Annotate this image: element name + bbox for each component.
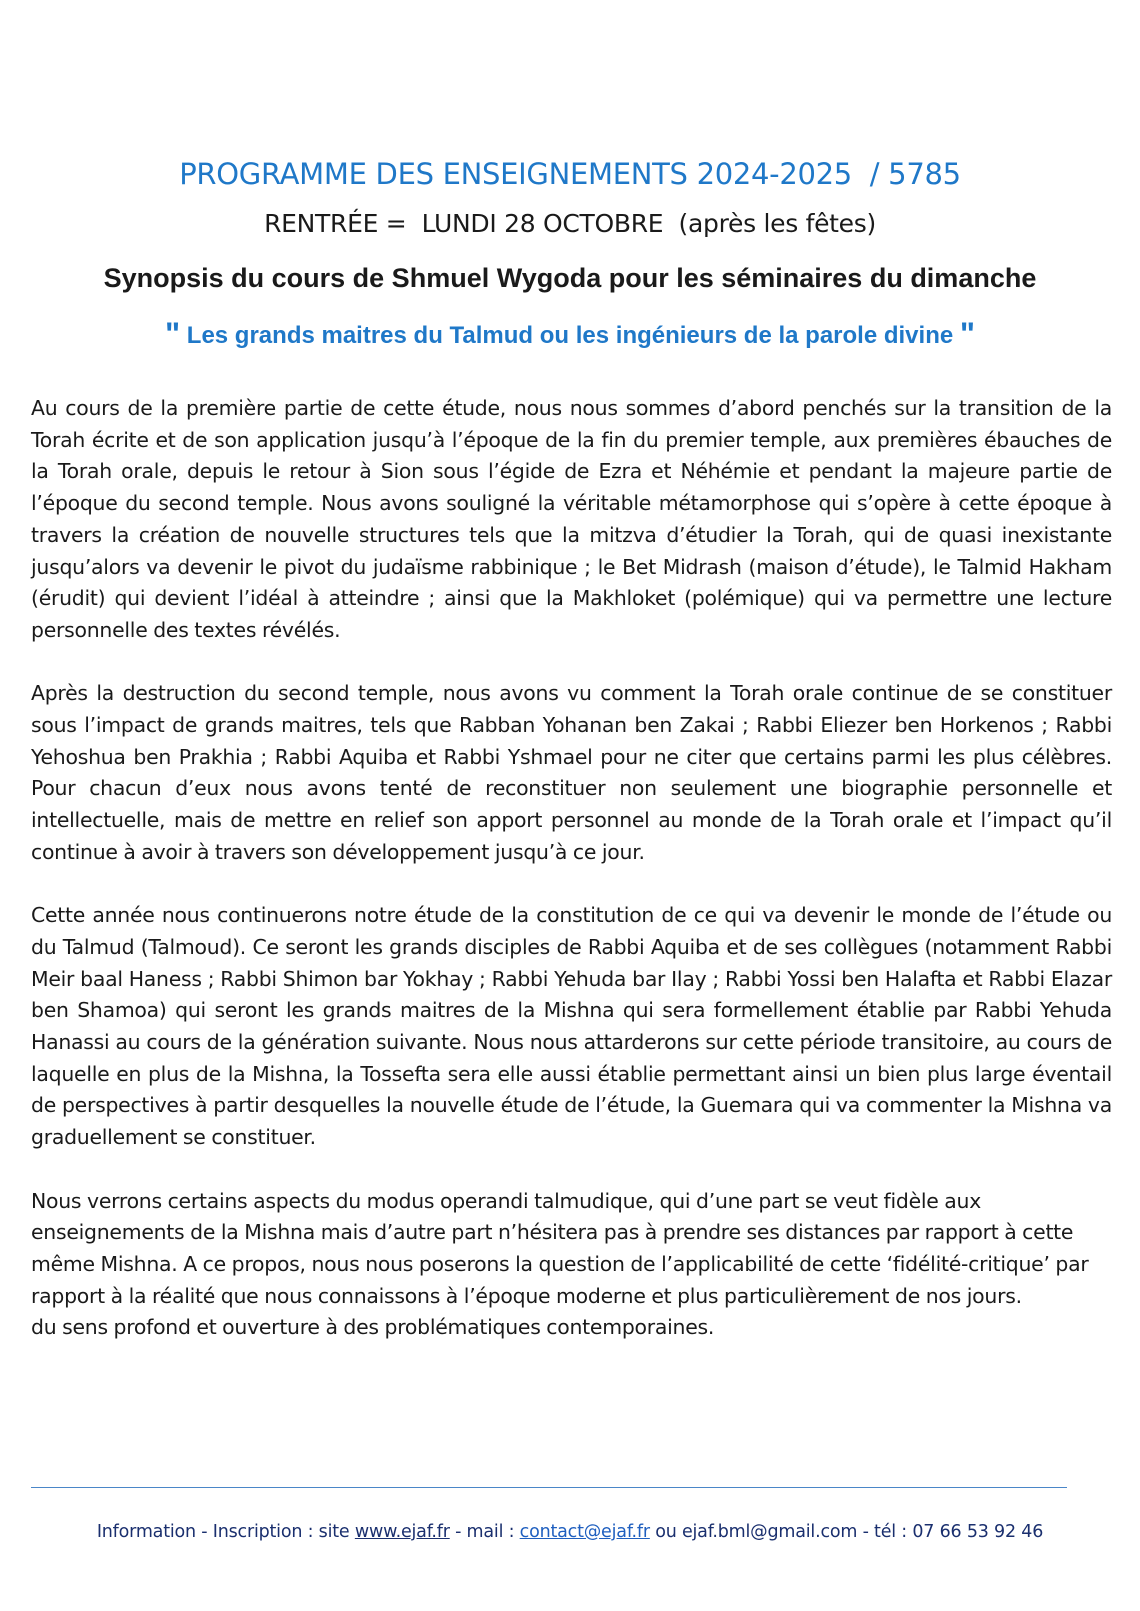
synopsis-heading: Synopsis du cours de Shmuel Wygoda pour les séminaires du dimanche bbox=[103, 263, 1037, 293]
footer-mail-alt: ou ejaf.bml@gmail.com - tél : 07 66 53 92 46 bbox=[649, 1522, 1044, 1542]
paragraph-3: Cette année nous continuerons notre étude de la constitution de ce qui va devenir le monde de l’étude ou du Talmud (Talmoud). Ce seront les grands disciples de Rabbi Aquiba et de ses collègues (notamment Rabbi Meir baal Haness ; Rabbi Shimon bar Yokhay ; Rabbi Yehuda bar Ilay ; Rabbi Yossi ben Halafta et Rabbi Elazar ben Shamoa) qui seront les grands maitres de la Mishna qui sera formellement établie par Rabbi Yehuda Hanassi au cours de la génération suivante. Nous nous attarderons sur cette période transitoire, au cours de laquelle en plus de la Mishna, la Tossefta sera elle aussi établie permettant ainsi un bien plus large éventail de perspectives à partir desquelles la nouvelle étude de l’étude, la Guemara qui va commenter la Mishna va graduellement se constituer. bbox=[31, 903, 1112, 1150]
start-date-line: RENTRÉE = LUNDI 28 OCTOBRE (après les fêtes) bbox=[264, 209, 876, 238]
footer-divider bbox=[31, 1487, 1067, 1488]
body-text bbox=[31, 393, 1112, 1344]
close-quote: " bbox=[959, 316, 976, 352]
paragraph-1: Au cours de la première partie de cette étude, nous nous sommes d’abord penchés sur la transition de la Torah écrite et de son application jusqu’à l’époque de la fin du premier temple, aux premières ébauches de la Torah orale, depuis le retour à Sion sous l’égide de Ezra et Néhémie et pendant la majeure partie de l’époque du second temple. Nous avons souligné la véritable métamorphose qui s’opère à cette époque à travers la création de nouvelle structures tels que la mitzva d’étudier la Torah, qui de quasi inexistante jusqu’alors va devenir le pivot du judaïsme rabbinique ; le Bet Midrash (maison d’étude), le Talmid Hakham (érudit) qui devient l’idéal à atteindre ; ainsi que la Makhloket (polémique) qui va permettre une lecture personnelle des textes révélés. bbox=[31, 396, 1112, 642]
paragraph-2: Après la destruction du second temple, nous avons vu comment la Torah orale continue de se constituer sous l’impact de grands maitres, tels que Rabban Yohanan ben Zakai ; Rabbi Eliezer ben Horkenos ; Rabbi Yehoshua ben Prakhia ; Rabbi Aquiba et Rabbi Yshmael pour ne citer que certains parmi les plus célèbres. Pour chacun d’eux nous avons tenté de reconstituer non seulement une biographie personnelle et intellectuelle, mais de mettre en relief son apport personnel au monde de la Torah orale et l’impact qu’il continue à avoir à travers son développement jusqu’à ce jour. bbox=[31, 681, 1112, 864]
footer-contact bbox=[0, 1522, 1140, 1542]
open-quote: " bbox=[164, 316, 181, 352]
site-link[interactable]: www.ejaf.fr bbox=[354, 1522, 450, 1542]
footer-prefix: Information - Inscription : site bbox=[96, 1522, 355, 1542]
paragraph-4-text: Nous verrons certains aspects du modus operandi talmudique, qui d’une part se veut fidèle aux enseignements de la Mishna mais d’autre part n’hésitera pas à prendre ses distances par rapport à cette même Mishna. A ce propos, nous nous poserons la question de l’applicabilité de cette ‘fidélité-critique’ par rapport à la réalité que nous connaissons à l’époque moderne et plus particulièrement de nos jours. bbox=[31, 1188, 1089, 1308]
closing-line: du sens profond et ouverture à des problématiques contemporaines. bbox=[31, 1315, 715, 1340]
footer-mail-label: - mail : bbox=[449, 1522, 520, 1542]
course-title bbox=[0, 316, 1140, 353]
paragraph-4 bbox=[31, 1186, 1112, 1345]
mail-link[interactable]: contact@ejaf.fr bbox=[519, 1522, 650, 1542]
program-title: PROGRAMME DES ENSEIGNEMENTS 2024-2025 / 5785 bbox=[179, 157, 961, 191]
course-title-text: Les grands maitres du Talmud ou les ingénieurs de la parole divine bbox=[186, 322, 954, 349]
